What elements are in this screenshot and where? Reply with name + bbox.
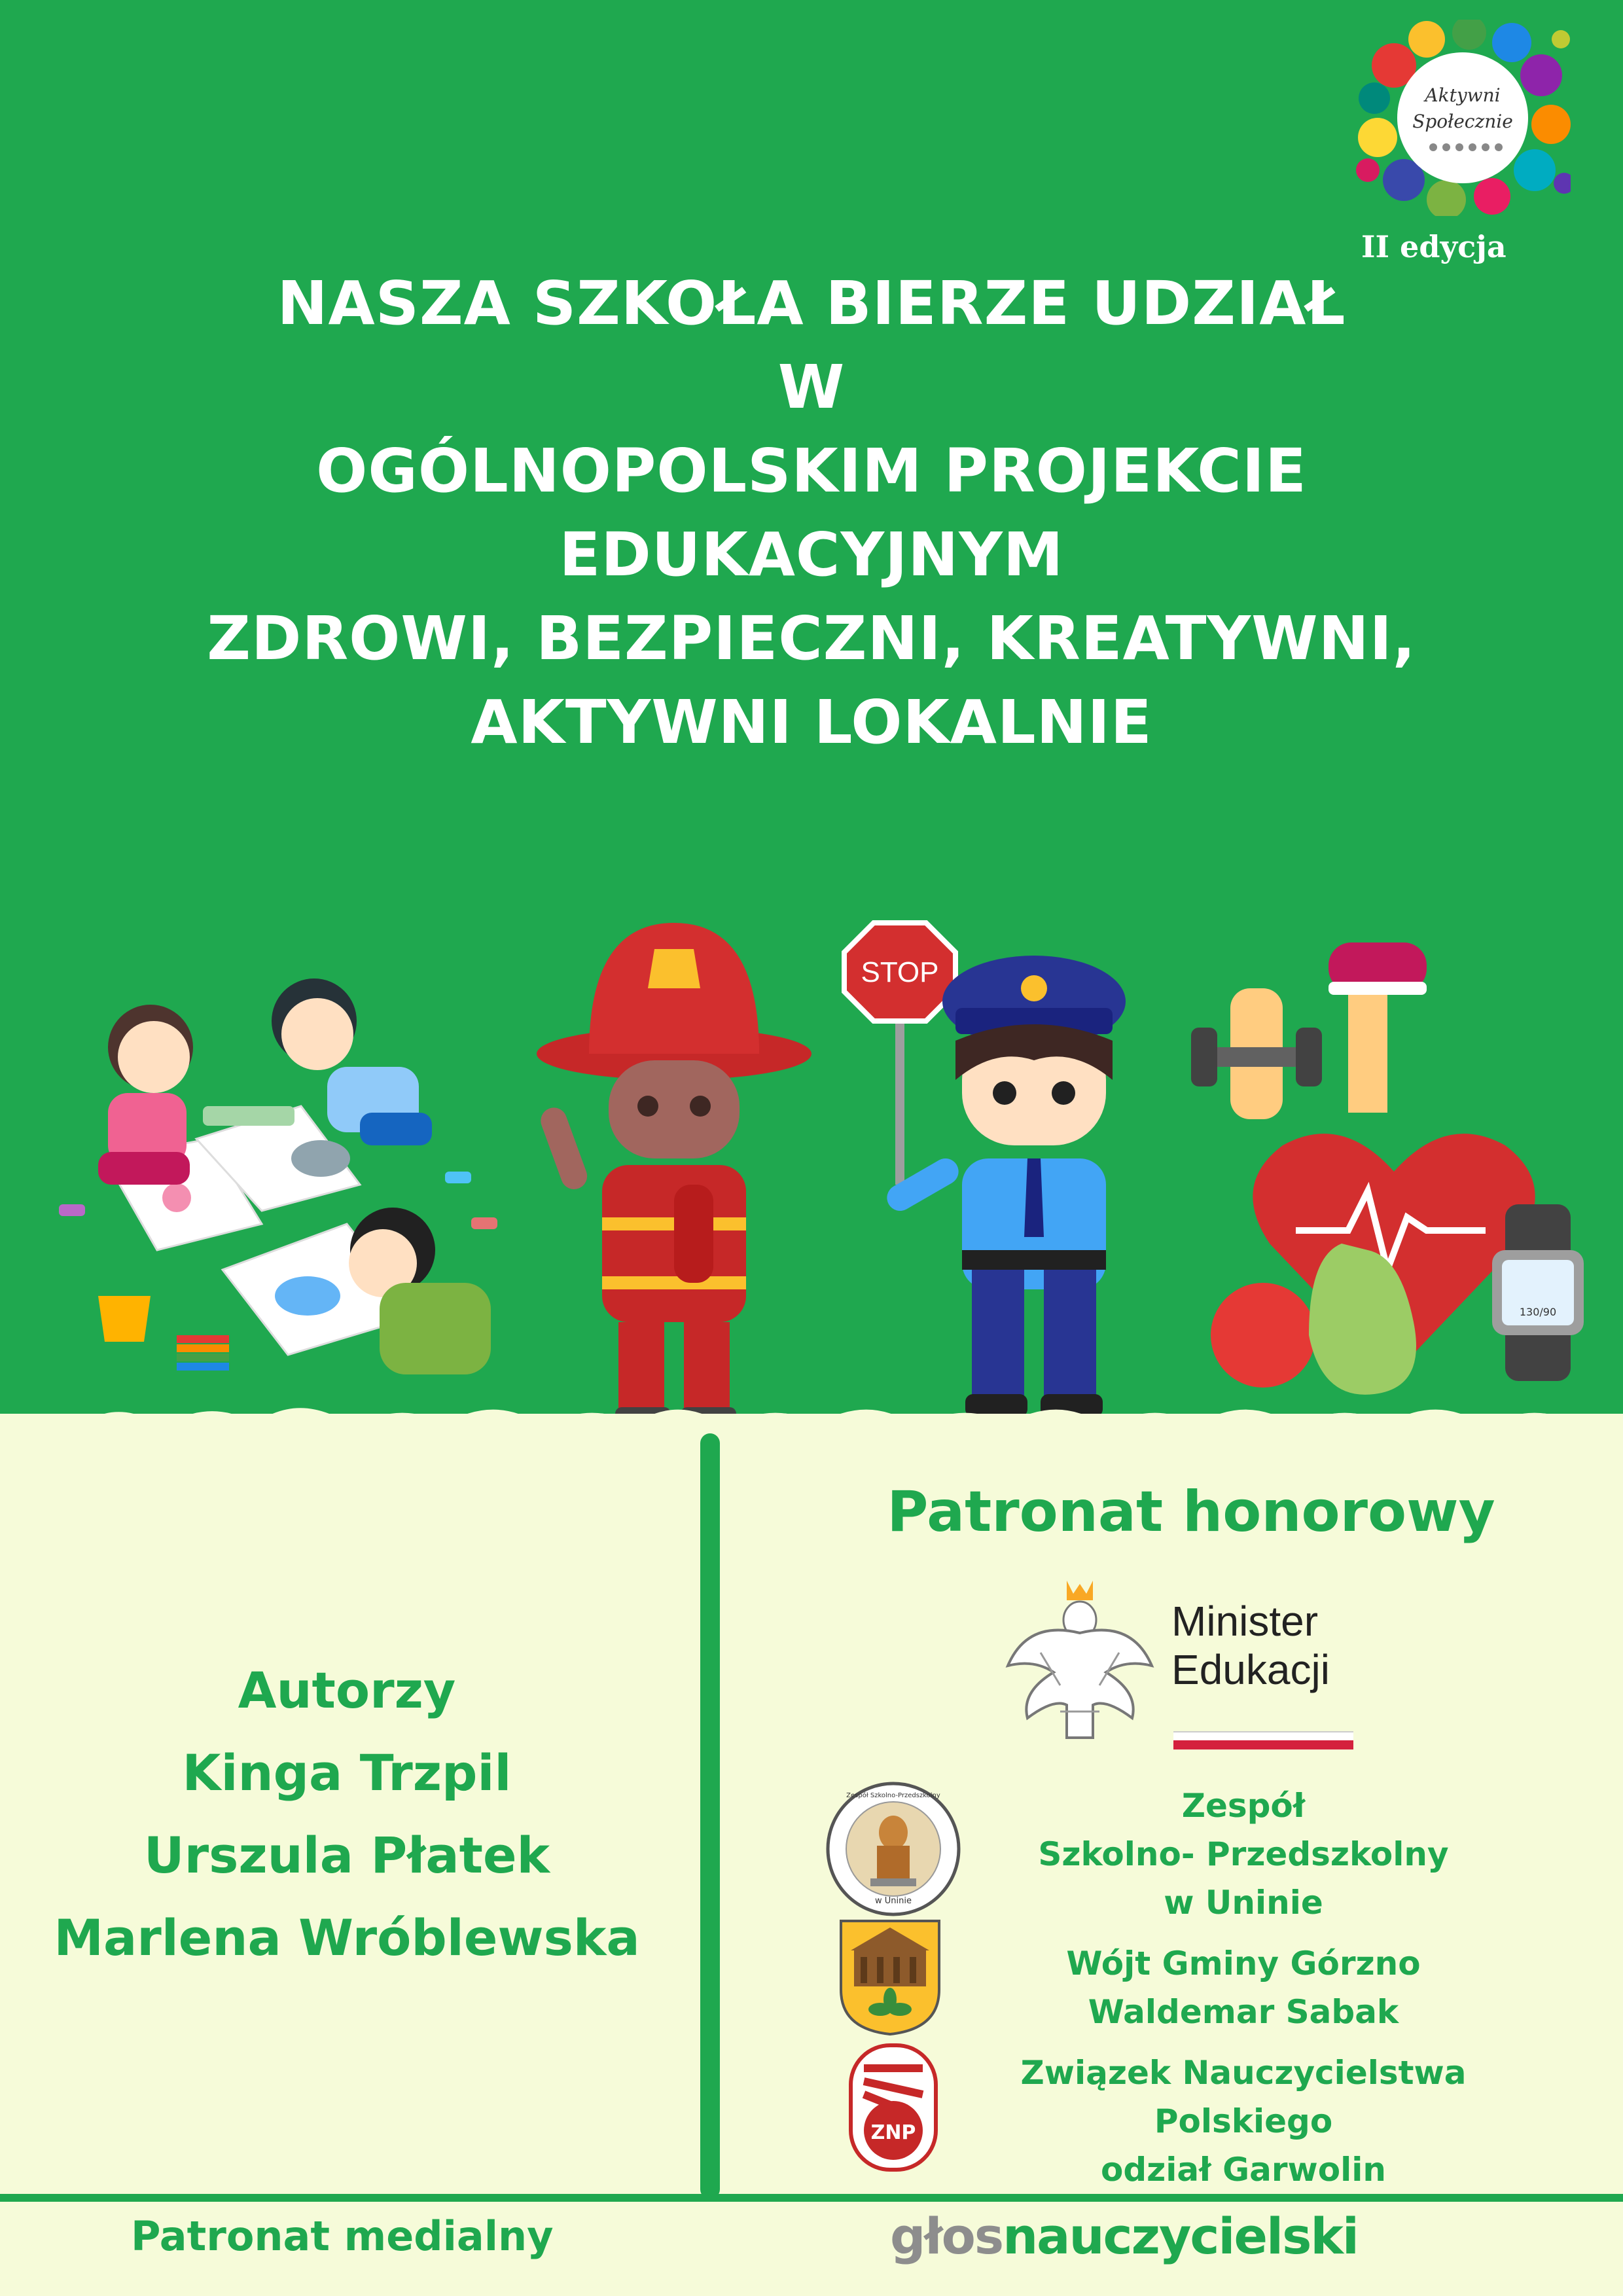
horizontal-divider — [0, 2194, 1623, 2202]
page-title — [92, 262, 1531, 764]
title-line: EDUKACYJNYM — [559, 520, 1064, 590]
title-line: ZDROWI, BEZPIECZNI, KREATYWNI, — [207, 603, 1416, 673]
author-name: Marlena Wróblewska — [54, 1909, 640, 1967]
author-name: Urszula Płatek — [143, 1826, 550, 1884]
title-line: W — [777, 352, 846, 422]
org-line: Wójt Gminy Górzno — [1066, 1945, 1421, 1982]
authors-block — [0, 1649, 694, 1979]
patronage-heading: Patronat honorowy — [887, 1479, 1495, 1545]
org-line: Związek Nauczycielstwa — [1020, 2054, 1467, 2092]
police-officer-illustration — [825, 910, 1165, 1433]
school-badge-top-text: Zespół Szkolno-Przedszkolny — [846, 1792, 940, 1799]
glos-nauczycielski-logo — [890, 2207, 1358, 2265]
scalloped-edge — [0, 1394, 1623, 1466]
school-badge-text: w Uninie — [875, 1896, 912, 1906]
org-line: Zespół — [1181, 1787, 1306, 1825]
logo-text-2: Społecznie — [1412, 111, 1513, 132]
stop-sign-text: STOP — [861, 956, 939, 988]
author-name: Kinga Trzpil — [182, 1744, 512, 1802]
polish-eagle-emblem — [1001, 1581, 1158, 1751]
authors-heading: Autorzy — [238, 1661, 456, 1719]
health-illustration — [1191, 942, 1590, 1414]
minister-line-1: Minister — [1171, 1598, 1319, 1645]
org-line: odział Garwolin — [1101, 2151, 1386, 2189]
logo-text-1: Aktywni — [1425, 84, 1501, 106]
vertical-divider — [700, 1433, 720, 2199]
org-line: Szkolno- Przedszkolny — [1038, 1835, 1449, 1873]
kids-drawing-illustration — [52, 942, 524, 1401]
title-line: NASZA SZKOŁA BIERZE UDZIAŁ — [277, 268, 1346, 338]
media-patronage-label: Patronat medialny — [131, 2212, 554, 2260]
org-line: w Uninie — [1164, 1884, 1323, 1922]
minister-edukacji-logo-text — [1171, 1597, 1330, 1694]
glos-logo-part2: nauczycielski — [1003, 2207, 1358, 2265]
znp-logo-icon — [847, 2042, 939, 2173]
org-line: Polskiego — [1154, 2102, 1333, 2140]
minister-line-2: Edukacji — [1171, 1646, 1330, 1693]
org-gmina — [988, 1939, 1499, 2036]
aktywni-spolecznie-logo — [1355, 20, 1571, 216]
org-line: Waldemar Sabak — [1088, 1993, 1399, 2031]
flag-red-bar — [1173, 1740, 1353, 1749]
glos-logo-part1: głos — [890, 2207, 1003, 2265]
org-school — [988, 1782, 1499, 1927]
org-znp — [988, 2049, 1499, 2194]
firefighter-illustration — [524, 910, 825, 1433]
title-line: AKTYWNI LOKALNIE — [471, 687, 1152, 757]
edition-label: II edycja — [1361, 229, 1507, 264]
school-badge-icon — [825, 1780, 962, 1918]
znp-logo-text: ZNP — [870, 2121, 916, 2144]
gmina-coat-of-arms-icon — [838, 1918, 942, 2036]
title-line: OGÓLNOPOLSKIM PROJEKCIE — [316, 436, 1307, 506]
watch-reading: 130/90 — [1519, 1306, 1557, 1318]
